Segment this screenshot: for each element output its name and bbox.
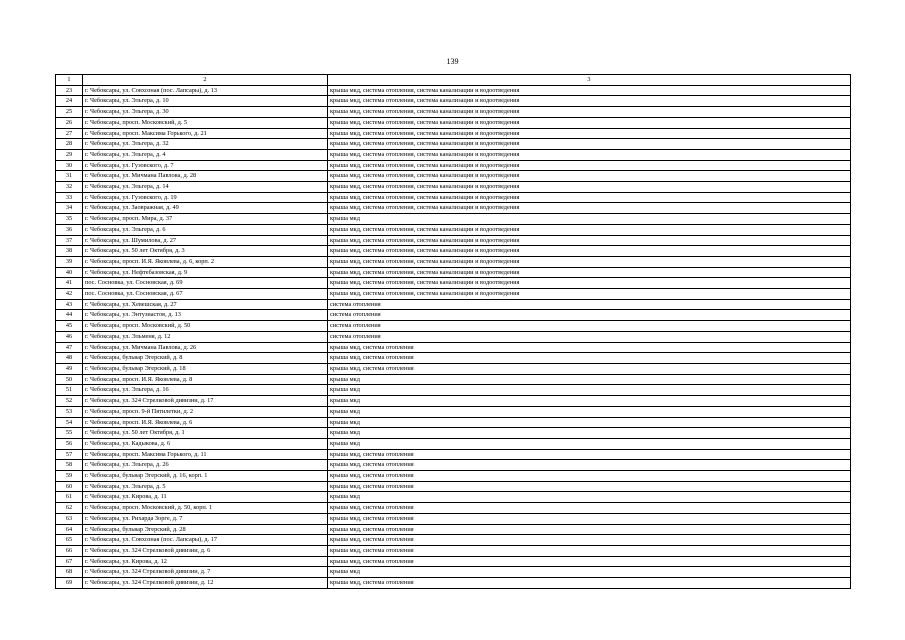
table-row (56, 299, 851, 310)
row-number-cell: 58 (56, 460, 83, 471)
table-row (56, 374, 851, 385)
table-header-row (56, 75, 851, 86)
table-row (56, 556, 851, 567)
address-cell: г. Чебоксары, ул. Рихарда Зорге, д. 7 (83, 513, 328, 524)
row-number-cell: 34 (56, 203, 83, 214)
address-cell: г. Чебоксары, ул. 324 Стрелковой дивизии, д. 17 (83, 396, 328, 407)
row-number-cell: 62 (56, 503, 83, 514)
row-number-cell: 59 (56, 471, 83, 482)
row-number-cell: 32 (56, 182, 83, 193)
table-row (56, 417, 851, 428)
table-row (56, 85, 851, 96)
table-row (56, 171, 851, 182)
address-cell: г. Чебоксары, просп. И.Я. Яковлева, д. 8 (83, 374, 328, 385)
address-cell: пос. Сосновка, ул. Сосновская, д. 69 (83, 278, 328, 289)
works-cell: крыша мкд, система отопления, система канализации и водоотведения (328, 267, 851, 278)
works-cell: крыша мкд, система отопления, система канализации и водоотведения (328, 117, 851, 128)
row-number-cell: 37 (56, 235, 83, 246)
row-number-cell: 31 (56, 171, 83, 182)
row-number-cell: 25 (56, 107, 83, 118)
table-row (56, 310, 851, 321)
works-cell: крыша мкд, система отопления, система канализации и водоотведения (328, 85, 851, 96)
row-number-cell: 26 (56, 117, 83, 128)
table-row (56, 363, 851, 374)
address-cell: г. Чебоксары, просп. И.Я. Яковлева, д. 6 (83, 417, 328, 428)
row-number-cell: 41 (56, 278, 83, 289)
address-cell: г. Чебоксары, бульвар Эгерский, д. 16, корп. 1 (83, 471, 328, 482)
address-cell: г. Чебоксары, просп. Московский, д. 5 (83, 117, 328, 128)
works-cell: система отопления (328, 299, 851, 310)
works-cell: крыша мкд (328, 396, 851, 407)
works-cell: крыша мкд (328, 374, 851, 385)
address-cell: г. Чебоксары, ул. Эльгера, д. 30 (83, 107, 328, 118)
works-cell: крыша мкд (328, 492, 851, 503)
page-number: 139 (446, 57, 459, 66)
table-row (56, 535, 851, 546)
works-cell: крыша мкд, система отопления (328, 545, 851, 556)
table-row (56, 214, 851, 225)
table-row (56, 224, 851, 235)
works-cell: крыша мкд, система отопления, система канализации и водоотведения (328, 149, 851, 160)
works-cell: крыша мкд (328, 385, 851, 396)
row-number-cell: 51 (56, 385, 83, 396)
address-cell: г. Чебоксары, ул. Кадыкова, д. 6 (83, 438, 328, 449)
table-row (56, 289, 851, 300)
row-number-cell: 61 (56, 492, 83, 503)
address-cell: г. Чебоксары, ул. Гузовского, д. 19 (83, 192, 328, 203)
works-cell: крыша мкд, система отопления (328, 363, 851, 374)
row-number-cell: 57 (56, 449, 83, 460)
row-number-cell: 64 (56, 524, 83, 535)
address-cell: г. Чебоксары, ул. Нефтебазовская, д. 9 (83, 267, 328, 278)
header-cell-works: 3 (328, 75, 851, 86)
address-cell: г. Чебоксары, просп. 9-й Пятилетки, д. 2 (83, 406, 328, 417)
table-row (56, 342, 851, 353)
address-cell: г. Чебоксары, ул. Эльгера, д. 10 (83, 96, 328, 107)
table-row (56, 117, 851, 128)
works-cell: крыша мкд, система отопления, система канализации и водоотведения (328, 160, 851, 171)
header-cell-address: 2 (83, 75, 328, 86)
address-cell: г. Чебоксары, ул. 50 лет Октября, д. 3 (83, 246, 328, 257)
works-cell: крыша мкд, система отопления, система канализации и водоотведения (328, 107, 851, 118)
row-number-cell: 43 (56, 299, 83, 310)
table-row (56, 203, 851, 214)
row-number-cell: 42 (56, 289, 83, 300)
works-cell: крыша мкд, система отопления, система канализации и водоотведения (328, 192, 851, 203)
address-cell: г. Чебоксары, ул. Мичмана Павлова, д. 26 (83, 342, 328, 353)
row-number-cell: 45 (56, 321, 83, 332)
row-number-cell: 33 (56, 192, 83, 203)
address-cell: г. Чебоксары, просп. Мира, д. 37 (83, 214, 328, 225)
works-cell: крыша мкд, система отопления, система канализации и водоотведения (328, 171, 851, 182)
works-cell: система отопления (328, 321, 851, 332)
address-cell: г. Чебоксары, ул. Гузовского, д. 7 (83, 160, 328, 171)
table-row (56, 567, 851, 578)
table-row (56, 545, 851, 556)
row-number-cell: 24 (56, 96, 83, 107)
address-cell: г. Чебоксары, ул. Заовражная, д. 49 (83, 203, 328, 214)
row-number-cell: 50 (56, 374, 83, 385)
works-cell: крыша мкд, система отопления, система канализации и водоотведения (328, 278, 851, 289)
table-row (56, 160, 851, 171)
address-cell: г. Чебоксары, просп. Московский, д. 50 (83, 321, 328, 332)
works-cell: крыша мкд, система отопления, система канализации и водоотведения (328, 224, 851, 235)
works-cell: крыша мкд, система отопления (328, 471, 851, 482)
row-number-cell: 65 (56, 535, 83, 546)
table-row (56, 449, 851, 460)
header-cell-number: 1 (56, 75, 83, 86)
table-row (56, 192, 851, 203)
row-number-cell: 52 (56, 396, 83, 407)
table-row (56, 353, 851, 364)
address-cell: пос. Сосновка, ул. Сосновская, д. 67 (83, 289, 328, 300)
row-number-cell: 38 (56, 246, 83, 257)
table-row (56, 513, 851, 524)
works-cell: крыша мкд, система отопления (328, 535, 851, 546)
works-cell: крыша мкд, система отопления, система канализации и водоотведения (328, 139, 851, 150)
row-number-cell: 48 (56, 353, 83, 364)
row-number-cell: 54 (56, 417, 83, 428)
table-row (56, 149, 851, 160)
table-row (56, 428, 851, 439)
table-row (56, 278, 851, 289)
address-cell: г. Чебоксары, ул. Эльгера, д. 26 (83, 460, 328, 471)
table-row (56, 492, 851, 503)
address-cell: г. Чебоксары, ул. 324 Стрелковой дивизии, д. 12 (83, 578, 328, 589)
address-cell: г. Чебоксары, ул. Совхозная (пос. Лапсары), д. 17 (83, 535, 328, 546)
row-number-cell: 23 (56, 85, 83, 96)
works-cell: крыша мкд, система отопления (328, 342, 851, 353)
table-row (56, 256, 851, 267)
table-row (56, 524, 851, 535)
works-cell: крыша мкд (328, 214, 851, 225)
row-number-cell: 30 (56, 160, 83, 171)
row-number-cell: 55 (56, 428, 83, 439)
works-table (55, 74, 851, 589)
works-cell: крыша мкд, система отопления (328, 460, 851, 471)
works-cell: крыша мкд, система отопления, система канализации и водоотведения (328, 235, 851, 246)
works-cell: крыша мкд, система отопления (328, 524, 851, 535)
works-cell: система отопления (328, 331, 851, 342)
works-cell: крыша мкд, система отопления (328, 481, 851, 492)
address-cell: г. Чебоксары, ул. Эльгера, д. 5 (83, 481, 328, 492)
address-cell: г. Чебоксары, ул. Мичмана Павлова, д. 28 (83, 171, 328, 182)
address-cell: г. Чебоксары, ул. Эльгера, д. 6 (83, 224, 328, 235)
address-cell: г. Чебоксары, ул. Хевешская, д. 27 (83, 299, 328, 310)
address-cell: г. Чебоксары, ул. Кирова, д. 12 (83, 556, 328, 567)
works-cell: крыша мкд (328, 406, 851, 417)
address-cell: г. Чебоксары, бульвар Эгерский, д. 28 (83, 524, 328, 535)
address-cell: г. Чебоксары, ул. Совхозная (пос. Лапсары), д. 13 (83, 85, 328, 96)
works-cell: крыша мкд, система отопления, система канализации и водоотведения (328, 203, 851, 214)
row-number-cell: 63 (56, 513, 83, 524)
works-cell: крыша мкд (328, 567, 851, 578)
table-row (56, 331, 851, 342)
table-body (56, 75, 851, 589)
address-cell: г. Чебоксары, ул. 324 Стрелковой дивизии, д. 6 (83, 545, 328, 556)
address-cell: г. Чебоксары, ул. Кирова, д. 11 (83, 492, 328, 503)
row-number-cell: 68 (56, 567, 83, 578)
address-cell: г. Чебоксары, бульвар Эгерский, д. 18 (83, 363, 328, 374)
works-cell: крыша мкд, система отопления, система канализации и водоотведения (328, 256, 851, 267)
address-cell: г. Чебоксары, ул. Эльгера, д. 32 (83, 139, 328, 150)
row-number-cell: 47 (56, 342, 83, 353)
table-row (56, 235, 851, 246)
row-number-cell: 39 (56, 256, 83, 267)
row-number-cell: 56 (56, 438, 83, 449)
table-row (56, 246, 851, 257)
row-number-cell: 67 (56, 556, 83, 567)
address-cell: г. Чебоксары, ул. 324 Стрелковой дивизии, д. 7 (83, 567, 328, 578)
address-cell: г. Чебоксары, бульвар Эгерский, д. 8 (83, 353, 328, 364)
address-cell: г. Чебоксары, ул. Эльгера, д. 16 (83, 385, 328, 396)
works-cell: крыша мкд (328, 438, 851, 449)
row-number-cell: 60 (56, 481, 83, 492)
address-cell: г. Чебоксары, ул. Эльменя, д. 12 (83, 331, 328, 342)
row-number-cell: 66 (56, 545, 83, 556)
table-row (56, 406, 851, 417)
address-cell: г. Чебоксары, просп. Московский, д. 50, корп. 1 (83, 503, 328, 514)
table-row (56, 578, 851, 589)
row-number-cell: 40 (56, 267, 83, 278)
table-row (56, 128, 851, 139)
table-row (56, 471, 851, 482)
table-row (56, 182, 851, 193)
works-cell: крыша мкд (328, 417, 851, 428)
row-number-cell: 28 (56, 139, 83, 150)
works-cell: система отопления (328, 310, 851, 321)
row-number-cell: 46 (56, 331, 83, 342)
works-cell: крыша мкд, система отопления (328, 503, 851, 514)
works-cell: крыша мкд, система отопления (328, 449, 851, 460)
table-row (56, 503, 851, 514)
row-number-cell: 29 (56, 149, 83, 160)
works-cell: крыша мкд, система отопления, система канализации и водоотведения (328, 128, 851, 139)
row-number-cell: 35 (56, 214, 83, 225)
works-cell: крыша мкд, система отопления, система канализации и водоотведения (328, 182, 851, 193)
works-cell: крыша мкд, система отопления (328, 353, 851, 364)
table-row (56, 438, 851, 449)
address-cell: г. Чебоксары, ул. Эльгера, д. 14 (83, 182, 328, 193)
table-row (56, 481, 851, 492)
table-row (56, 385, 851, 396)
table-row (56, 139, 851, 150)
works-cell: крыша мкд, система отопления (328, 513, 851, 524)
address-cell: г. Чебоксары, ул. Эльгера, д. 4 (83, 149, 328, 160)
table-row (56, 96, 851, 107)
row-number-cell: 36 (56, 224, 83, 235)
works-cell: крыша мкд, система отопления (328, 556, 851, 567)
address-cell: г. Чебоксары, ул. Шумилова, д. 27 (83, 235, 328, 246)
row-number-cell: 44 (56, 310, 83, 321)
table-row (56, 321, 851, 332)
address-cell: г. Чебоксары, просп. Максима Горького, д. 21 (83, 128, 328, 139)
address-cell: г. Чебоксары, просп. Максима Горького, д. 11 (83, 449, 328, 460)
row-number-cell: 53 (56, 406, 83, 417)
works-cell: крыша мкд, система отопления, система канализации и водоотведения (328, 289, 851, 300)
row-number-cell: 69 (56, 578, 83, 589)
address-cell: г. Чебоксары, просп. И.Я. Яковлева, д. 6, корп. 2 (83, 256, 328, 267)
address-cell: г. Чебоксары, ул. Энтузиастов, д. 13 (83, 310, 328, 321)
works-cell: крыша мкд, система отопления (328, 578, 851, 589)
row-number-cell: 27 (56, 128, 83, 139)
works-cell: крыша мкд, система отопления, система канализации и водоотведения (328, 246, 851, 257)
table-row (56, 460, 851, 471)
works-cell: крыша мкд, система отопления, система канализации и водоотведения (328, 96, 851, 107)
works-cell: крыша мкд (328, 428, 851, 439)
table-row (56, 107, 851, 118)
row-number-cell: 49 (56, 363, 83, 374)
table-row (56, 267, 851, 278)
table-row (56, 396, 851, 407)
address-cell: г. Чебоксары, ул. 50 лет Октября, д. 1 (83, 428, 328, 439)
